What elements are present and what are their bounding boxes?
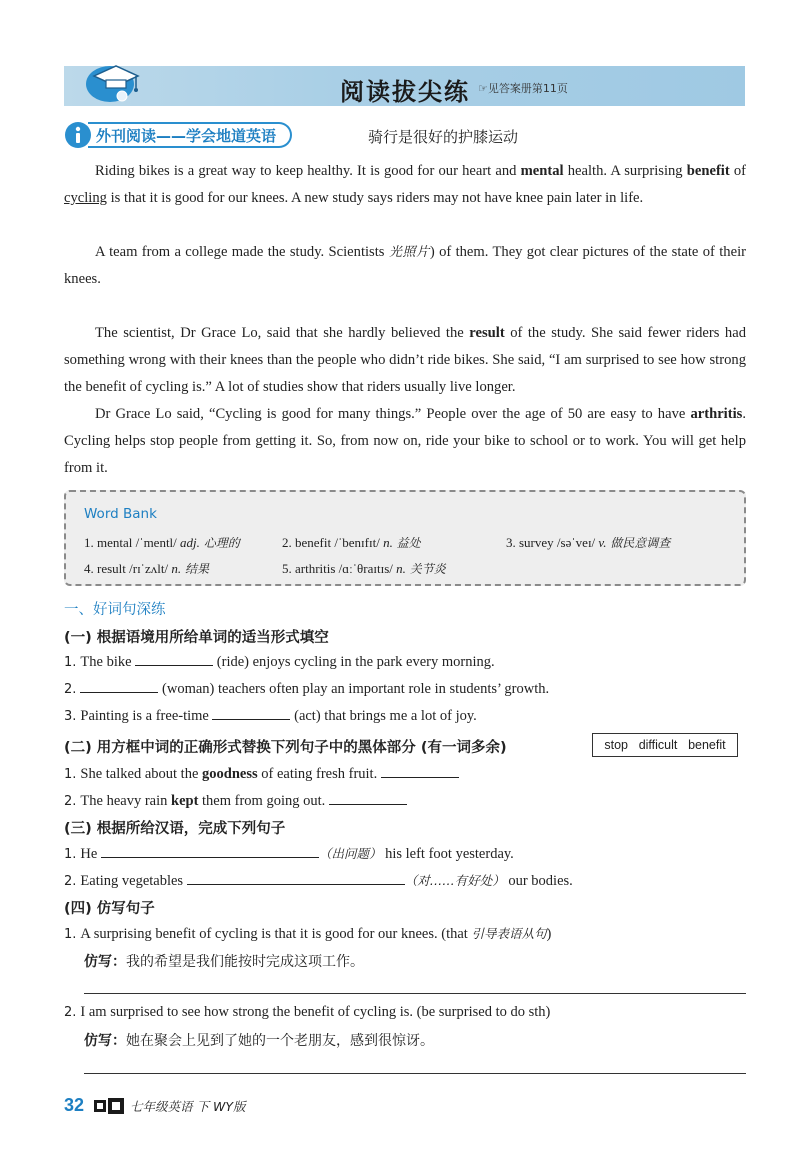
word-bank-title: Word Bank (84, 506, 157, 522)
passage-paragraph-3: The scientist, Dr Grace Lo, said that she hardly believed the result of the study. She said fewer riders had something wrong with their knees than the people who didn’t ride bikes. She said, “I am surprised to see how strong the benefit of cycling is.” A lot of studies show that riders usually live longer. (64, 325, 746, 395)
section-tag-label: 外刊阅读——学会地道英语 (88, 122, 292, 148)
answer-blank[interactable] (80, 679, 158, 693)
answer-blank[interactable] (381, 764, 459, 778)
part1-question-2: 2. (woman) teachers often play an important role in students’ growth. (64, 681, 550, 697)
answer-reference: ☞见答案册第11页 (478, 82, 568, 95)
word-bank-item: 3. survey /səˈveɪ/ v. 做民意调查 (506, 535, 671, 550)
part1-heading: (一) 根据语境用所给单词的适当形式填空 (64, 630, 329, 646)
part2-heading: (二) 用方框中词的正确形式替换下列句子中的黑体部分 (有一词多余) (64, 740, 507, 756)
part4-question-1: 1. A surprising benefit of cycling is that it is good for our knees. (that 引导表语从句) (64, 926, 552, 942)
word-bank-item: 2. benefit /ˈbenɪfɪt/ n. 益处 (282, 535, 421, 550)
passage-paragraph-2: A team from a college made the study. Scientists 光照片) of them. They got clear pictures of the state of their knees. (64, 244, 746, 287)
exercise-heading: 一、好词句深练 (64, 602, 166, 618)
book-title: 七年级英语 下 WY版 (130, 1098, 246, 1114)
graduation-cap-logo-icon (82, 54, 144, 104)
part3-question-2: 2. Eating vegetables （对……有好处） our bodies. (64, 873, 573, 889)
passage-paragraph-4: Dr Grace Lo said, “Cycling is good for many things.” People over the age of 50 are easy to have arthritis. Cycling helps stop people from getting it. So, from now on, ride your bike to school or to work. You will get help from it. (64, 406, 746, 476)
imitation-prompt-2: 仿写：她在聚会上见到了她的一个老朋友，感到很惊讶。 (84, 1033, 434, 1049)
word-bank-item: 4. result /rɪˈzʌlt/ n. 结果 (84, 561, 209, 576)
answer-blank[interactable] (212, 706, 290, 720)
passage-paragraph-1: Riding bikes is a great way to keep healthy. It is good for our heart and mental health. A surprising benefit of cycling is that it is good for our knees. A new study says riders may not have knee pain later in life. (64, 163, 747, 206)
word-bank-box (64, 490, 746, 586)
part3-heading: (三) 根据所给汉语，完成下列句子 (64, 821, 286, 837)
page-footer (64, 1095, 245, 1116)
part4-question-2: 2. I am surprised to see how strong the benefit of cycling is. (be surprised to do sth) (64, 1004, 551, 1020)
page-title: 阅读拔尖练 (340, 78, 470, 106)
answer-blank[interactable] (135, 652, 213, 666)
part1-question-3: 3. Painting is a free-time (act) that brings me a lot of joy. (64, 708, 477, 724)
word-choice: benefit (688, 738, 726, 752)
passage-subtitle: 骑行是很好的护膝运动 (368, 128, 519, 146)
answer-blank[interactable] (329, 791, 407, 805)
section-tag (64, 120, 292, 150)
page-number: 32 (64, 1095, 85, 1115)
part3-question-1: 1. He （出问题） his left foot yesterday. (64, 846, 514, 862)
answer-line[interactable] (84, 1073, 746, 1074)
word-bank-item: 1. mental /ˈmentl/ adj. 心理的 (84, 535, 240, 550)
part1-question-1: 1. The bike (ride) enjoys cycling in the park every morning. (64, 654, 495, 670)
publisher-logo-icon (92, 1096, 126, 1116)
part2-question-2: 2. The heavy rain kept them from going out. (64, 791, 407, 810)
part4-heading: (四) 仿写句子 (64, 901, 155, 917)
part2-question-1: 1. She talked about the goodness of eating fresh fruit. (64, 764, 459, 783)
word-choice-box (592, 733, 738, 757)
word-choice: difficult (638, 738, 678, 752)
answer-line[interactable] (84, 993, 746, 994)
word-bank-item: 5. arthritis /ɑːˈθraɪtɪs/ n. 关节炎 (282, 561, 446, 576)
answer-blank[interactable] (187, 871, 405, 885)
word-choice: stop (604, 738, 628, 752)
imitation-prompt-1: 仿写：我的希望是我们能按时完成这项工作。 (84, 954, 364, 970)
answer-blank[interactable] (101, 844, 319, 858)
